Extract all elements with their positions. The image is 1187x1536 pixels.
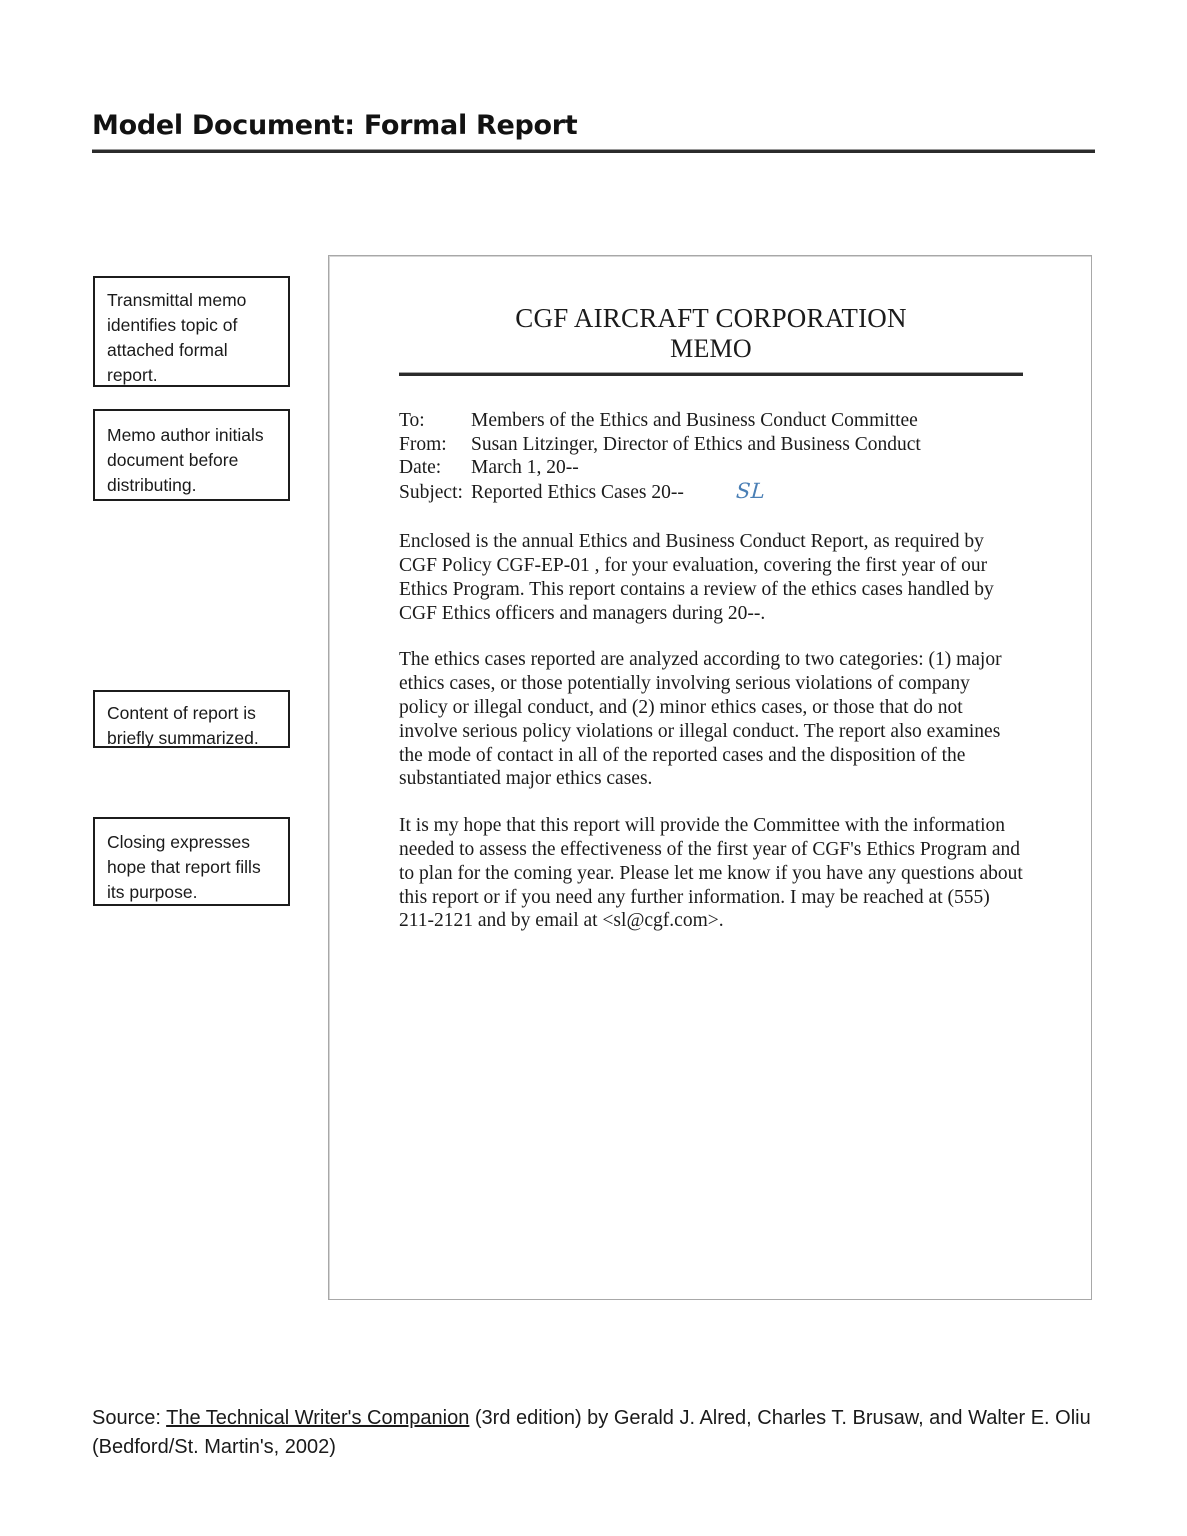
memo-to-value: Members of the Ethics and Business Conduct Committee [471,410,918,432]
memo-field-date [399,456,1023,480]
memo-letterhead [399,256,1023,363]
annotation-callout-closing [93,817,290,906]
source-book-title: The Technical Writer's Companion [166,1407,470,1429]
annotation-text: Memo author initials document before distributing. [107,425,264,495]
memo-field-subject [399,480,1023,505]
memo-subject-value: Reported Ethics Cases 20-- [471,481,684,503]
page-title: Model Document: Formal Report [92,110,578,141]
document-content [399,256,1023,933]
annotation-text: Content of report is briefly summarized. [107,703,259,748]
memo-field-to [399,409,1023,433]
memo-header-divider [399,372,1023,376]
memo-to-label: To: [399,410,425,432]
memo-subject-label: Subject: [399,481,463,503]
source-prefix: Source: [92,1407,167,1429]
annotation-callout-content-summary [93,690,290,748]
annotation-text: Closing expresses hope that report fills its purpose. [107,832,261,902]
memo-from-value: Susan Litzinger, Director of Ethics and Business Conduct [471,433,921,455]
memo-paragraph-2: The ethics cases reported are analyzed according to two categories: (1) major ethics cases, or those potentially involving serious violations of company policy or illegal conduct, and (2) minor ethics cases, or those that do not involve serious policy violations or illegal conduct. The report also examines the mode of contact in all of the reported cases and the disposition of the substantiated major ethics cases. [399,649,1002,790]
memo-paragraph-3: It is my hope that this report will provide the Committee with the information needed to assess the effectiveness of the first year of CGF's Ethics Program and to plan for the coming year. Please let me know if you have any questions about this report or if you need any further information. I may be reached at (555) 211-2121 and by email at <sl@cgf.com>. [399,815,1023,932]
memo-field-from [399,433,1023,457]
annotation-callout-author-initials [93,409,290,501]
memo-from-label: From: [399,433,447,455]
memo-paragraph-1: Enclosed is the annual Ethics and Business Conduct Report, as required by CGF Policy CGF-EP-01 , for your evaluation, covering the first year of our Ethics Program. This report contains a review of the ethics cases handled by CGF Ethics officers and managers during 20--. [399,531,994,624]
document-page [328,255,1092,1300]
memo-header-fields [399,409,1023,504]
author-initials-handwritten: SL [735,478,767,503]
source-suffix: (3rd edition) by Gerald J. Alred, Charles T. Brusaw, and Walter E. Oliu (Bedford/St. Martin's, 2002) [92,1407,1091,1458]
memo-date-label: Date: [399,457,442,479]
page-title-divider [92,149,1095,153]
page-header [92,110,1095,153]
memo-company-name: CGF AIRCRAFT CORPORATION [515,303,907,333]
memo-date-value: March 1, 20-- [471,457,579,479]
memo-doc-type: MEMO [670,334,752,364]
source-citation [92,1404,1102,1462]
annotation-callout-transmittal-memo [93,276,290,387]
annotation-text: Transmittal memo identifies topic of attached formal report. [107,290,247,385]
memo-body [399,530,1023,933]
